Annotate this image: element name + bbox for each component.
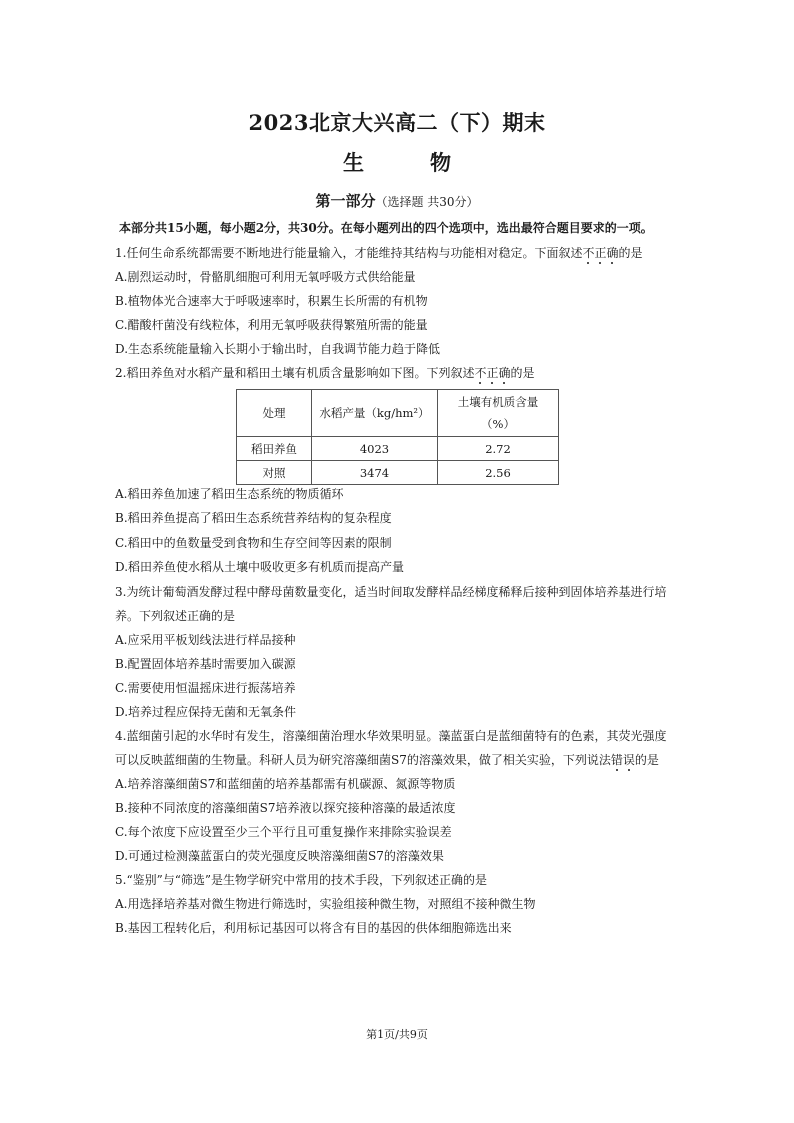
q3-stem-line2: 养。下列叙述正确的是 xyxy=(115,609,236,623)
q4-option-b: B.接种不同浓度的溶藻细菌S7培养液以探究接种溶藻的最适浓度 xyxy=(115,801,456,815)
q1-option-c: C.醋酸杆菌没有线粒体，利用无氧呼吸获得繁殖所需的能量 xyxy=(115,318,428,332)
exam-title: 2023北京大兴高二（下）期末 xyxy=(248,110,546,135)
table-row xyxy=(237,461,559,485)
q4-stem-line1: 4.蓝细菌引起的水华时有发生，溶藻细菌治理水华效果明显。藻蓝蛋白是蓝细菌特有的色素，其荧光强度 xyxy=(115,729,667,743)
q2-emph-1: 不 xyxy=(474,366,487,380)
q2-option-a: A.稻田养鱼加速了稻田生态系统的物质循环 xyxy=(115,487,344,501)
q2-stem-text: 2.稻田养鱼对水稻产量和稻田土壤有机质含量影响如下图。下列叙述 xyxy=(115,366,475,380)
q4-stem-line2 xyxy=(115,752,659,768)
part-note: （选择题 共30分） xyxy=(375,195,479,209)
q2-emph-2: 正 xyxy=(486,366,499,380)
table-header-treatment: 处理 xyxy=(237,390,312,437)
q1-emph-1: 不 xyxy=(582,246,595,260)
part-instruction: 本部分共15小题，每小题2分，共30分。在每小题列出的四个选项中，选出最符合题目要求的一项。 xyxy=(119,221,653,235)
q3-option-a: A.应采用平板划线法进行样品接种 xyxy=(115,633,296,647)
q3-option-b: B.配置固体培养基时需要加入碳源 xyxy=(115,657,296,671)
table-cell: 3474 xyxy=(312,461,438,485)
table-row xyxy=(237,437,559,461)
q1-option-d: D.生态系统能量输入长期小于输出时，自我调节能力趋于降低 xyxy=(115,342,441,356)
q5-option-a: A.用选择培养基对微生物进行筛选时，实验组接种微生物，对照组不接种微生物 xyxy=(115,897,536,911)
q2-emph-3: 确 xyxy=(498,366,511,380)
q4-option-c: C.每个浓度下应设置至少三个平行且可重复操作来排除实验误差 xyxy=(115,825,452,839)
q2-option-d: D.稻田养鱼使水稻从土壤中吸收更多有机质而提高产量 xyxy=(115,560,405,574)
q2-option-b: B.稻田养鱼提高了稻田生态系统营养结构的复杂程度 xyxy=(115,511,392,525)
q2-data-table xyxy=(236,389,559,485)
table-cell: 对照 xyxy=(237,461,312,485)
table-cell: 2.72 xyxy=(438,437,559,461)
q1-stem-text: 1.任何生命系统都需要不断地进行能量输入，才能维持其结构与功能相对稳定。下面叙述 xyxy=(115,246,583,260)
table-header-row xyxy=(237,390,559,437)
q2-option-c: C.稻田中的鱼数量受到食物和生存空间等因素的限制 xyxy=(115,536,392,550)
q4-option-a: A.培养溶藻细菌S7和蓝细菌的培养基都需有机碳源、氮源等物质 xyxy=(115,777,456,791)
table-cell: 2.56 xyxy=(438,461,559,485)
q5-stem: 5.“鉴别”与“筛选”是生物学研究中常用的技术手段，下列叙述正确的是 xyxy=(115,873,487,887)
table-header-yield: 水稻产量（kg/hm²） xyxy=(312,390,438,437)
table-cell: 4023 xyxy=(312,437,438,461)
table-cell: 稻田养鱼 xyxy=(237,437,312,461)
subject-char-1: 生 xyxy=(343,150,364,175)
q5-option-b: B.基因工程转化后，利用标记基因可以将含有目的基因的供体细胞筛选出来 xyxy=(115,921,512,935)
page-number: 第1页/共9页 xyxy=(366,1028,428,1041)
q4-option-d: D.可通过检测藻蓝蛋白的荧光强度反映溶藻细菌S7的溶藻效果 xyxy=(115,849,444,863)
q4-stem-end: 的是 xyxy=(634,753,659,767)
q3-option-c: C.需要使用恒温摇床进行振荡培养 xyxy=(115,681,296,695)
q1-option-b: B.植物体光合速率大于呼吸速率时，积累生长所需的有机物 xyxy=(115,294,428,308)
q4-emph-1: 错 xyxy=(610,753,623,767)
q1-stem-end: 的是 xyxy=(618,246,643,260)
table-header-organic-matter-line1: 土壤有机质含量 xyxy=(457,395,539,409)
q1-emph-2: 正 xyxy=(594,246,607,260)
q2-stem-end: 的是 xyxy=(510,366,535,380)
q4-emph-2: 误 xyxy=(622,753,635,767)
q3-stem-line1: 3.为统计葡萄酒发酵过程中酵母菌数量变化，适当时间取发酵样品经梯度稀释后接种到固体培养基进行培 xyxy=(115,585,667,599)
part-heading xyxy=(0,190,794,211)
table-header-organic-matter-unit: （%） xyxy=(481,417,515,431)
q2-stem xyxy=(115,365,535,381)
q1-stem xyxy=(115,245,643,261)
table-header-organic-matter xyxy=(438,390,559,437)
subject-title xyxy=(0,147,794,177)
part-title: 第一部分 xyxy=(315,192,376,210)
subject-char-2: 物 xyxy=(430,150,451,175)
q4-stem-text: 可以反映蓝细菌的生物量。科研人员为研究溶藻细菌S7的溶藻效果，做了相关实验，下列说法 xyxy=(115,753,611,767)
q1-option-a: A.剧烈运动时，骨骼肌细胞可利用无氧呼吸方式供给能量 xyxy=(115,270,416,284)
q1-emph-3: 确 xyxy=(606,246,619,260)
q3-option-d: D.培养过程应保持无菌和无氧条件 xyxy=(115,705,297,719)
